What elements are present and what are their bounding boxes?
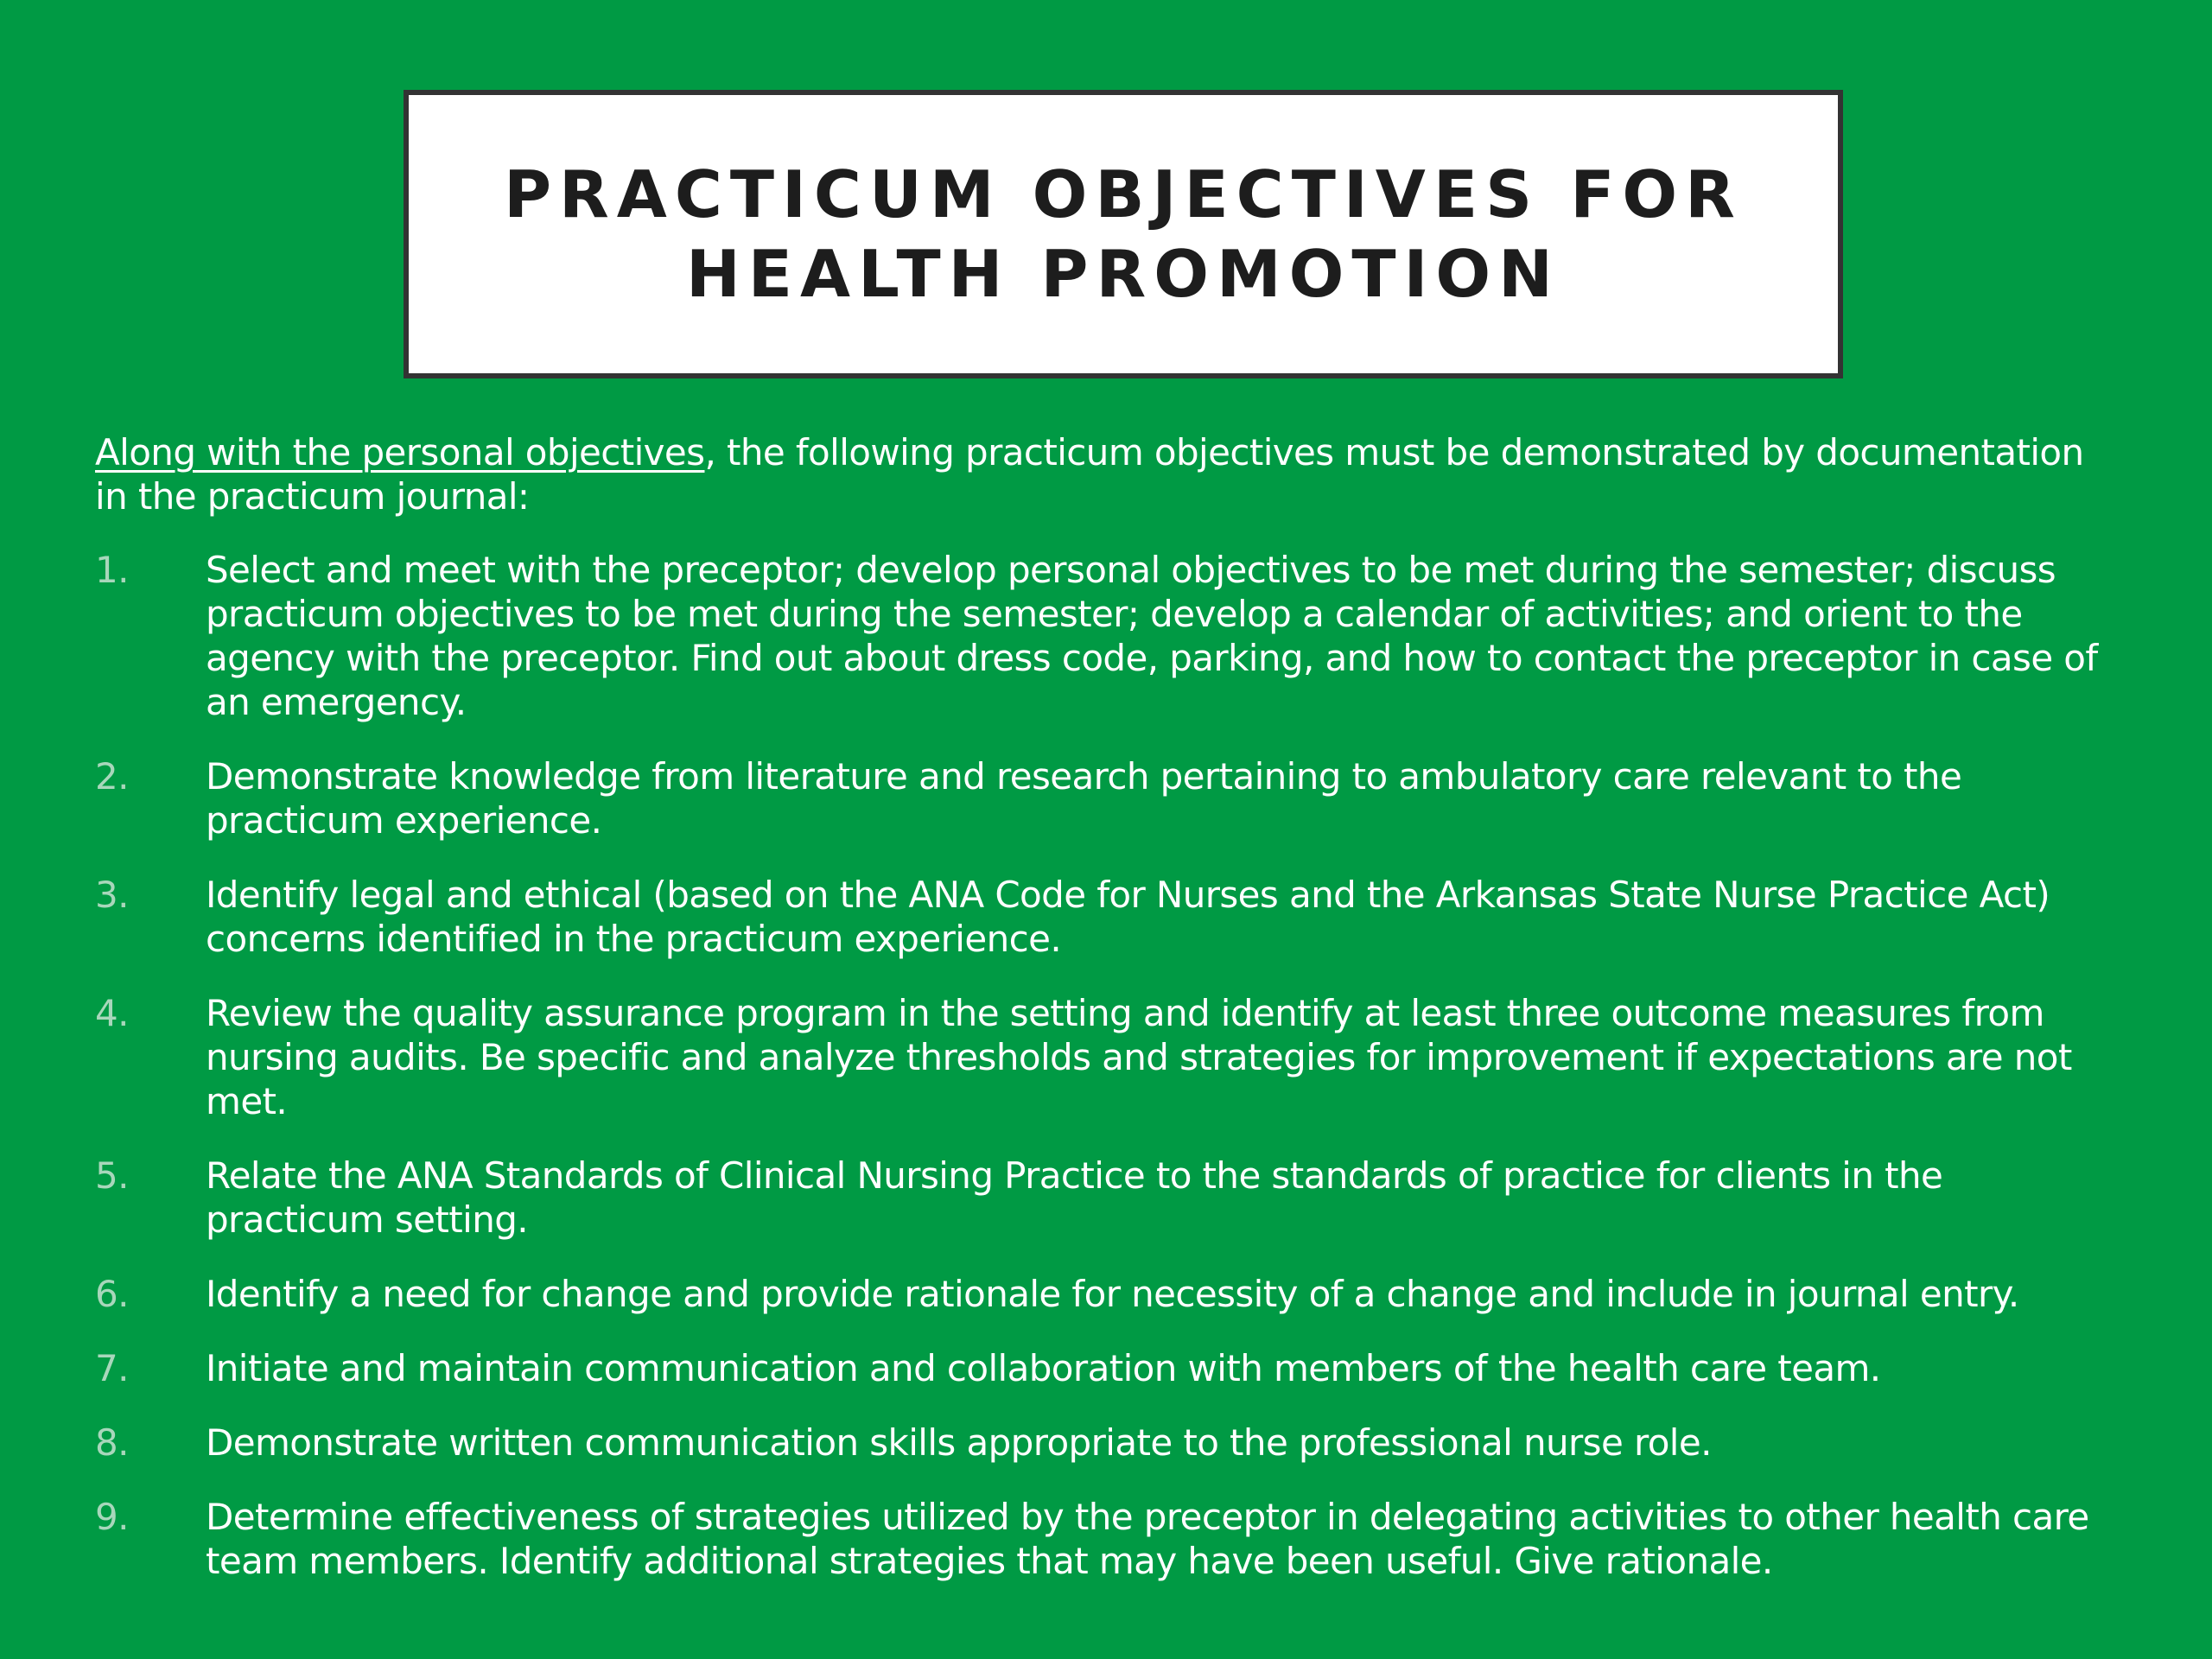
- objective-number: 1.: [95, 549, 129, 591]
- objective-item: [95, 1154, 2126, 1242]
- objective-number: 3.: [95, 874, 129, 916]
- objective-number: 7.: [95, 1347, 129, 1389]
- objective-item: [95, 1495, 2126, 1583]
- slide-title-line-2: HEALTH PROMOTION: [686, 236, 1560, 312]
- objective-number: 9.: [95, 1496, 129, 1538]
- objective-item: [95, 1272, 2126, 1316]
- objective-text: Relate the ANA Standards of Clinical Nursing Practice to the standards of practice for clients in the practicum setting.: [206, 1154, 1943, 1241]
- intro-paragraph: [95, 430, 2126, 518]
- objective-text: Determine effectiveness of strategies utilized by the preceptor in delegating activities to other health care team members. Identify additional strategies that may have been useful. Give rationale.: [206, 1496, 2089, 1582]
- objective-item: [95, 991, 2126, 1123]
- objective-number: 6.: [95, 1273, 129, 1315]
- objective-item: [95, 873, 2126, 961]
- title-box: [404, 90, 1843, 378]
- objective-number: 8.: [95, 1421, 129, 1464]
- objective-text: Identify legal and ethical (based on the ANA Code for Nurses and the Arkansas State Nurse Practice Act) concerns identified in the practicum experience.: [206, 874, 2050, 960]
- objective-text: Demonstrate written communication skills appropriate to the professional nurse role.: [206, 1421, 1712, 1464]
- objective-text: Review the quality assurance program in the setting and identify at least three outcome measures from nursing audits. Be specific and analyze thresholds and strategies for improvement if expectations are not met.: [206, 992, 2072, 1122]
- objective-item: [95, 548, 2126, 724]
- intro-underlined-text: Along with the personal objectives: [95, 431, 705, 474]
- objective-text: Initiate and maintain communication and collaboration with members of the health care team.: [206, 1347, 1881, 1389]
- objective-number: 5.: [95, 1154, 129, 1197]
- objective-item: [95, 754, 2126, 842]
- intro-text: , the following practicum objectives must be demonstrated by documentation in the practicum journal:: [95, 431, 2084, 518]
- objective-item: [95, 1346, 2126, 1390]
- objective-item: [95, 1421, 2126, 1465]
- objective-number: 2.: [95, 755, 129, 798]
- objectives-list: [95, 548, 2126, 1583]
- objective-text: Demonstrate knowledge from literature and research pertaining to ambulatory care relevant to the practicum experience.: [206, 755, 1962, 842]
- objective-text: Identify a need for change and provide rationale for necessity of a change and include in journal entry.: [206, 1273, 2019, 1315]
- objective-text: Select and meet with the preceptor; develop personal objectives to be met during the semester; discuss practicum objectives to be met during the semester; develop a calendar of activities; and orient to the agency with the preceptor. Find out about dress code, parking, and how to contact the preceptor in case of an emergency.: [206, 549, 2098, 723]
- objective-number: 4.: [95, 992, 129, 1034]
- slide-title-line-1: PRACTICUM OBJECTIVES FOR: [504, 156, 1743, 232]
- slide-content: [95, 430, 2126, 1613]
